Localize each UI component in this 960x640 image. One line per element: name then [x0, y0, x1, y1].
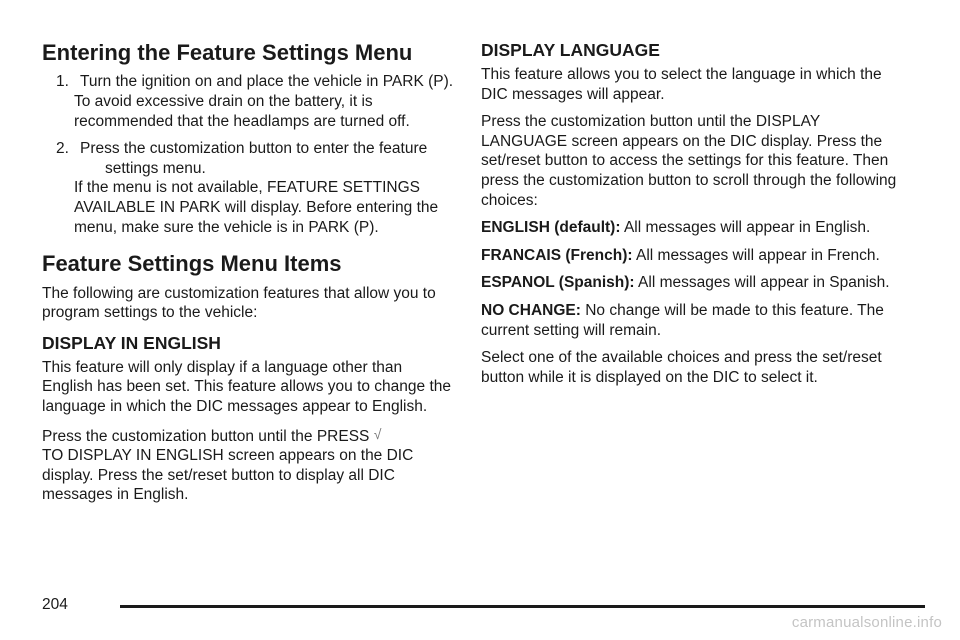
step-item [42, 139, 454, 237]
section-title-entering-menu: Entering the Feature Settings Menu [42, 40, 413, 65]
choice-label: ESPANOL (Spanish): [481, 274, 635, 292]
choice-label: ENGLISH (default): [481, 219, 621, 237]
display-language-instructions: Press the customization button until the DISPLAY LANGUAGE screen appears on the DIC display. Press the set/reset button to access the settings for this feature. Then press the customization button to scroll through the following choices: [481, 113, 897, 209]
page-footer [42, 596, 892, 616]
watermark: carmanualsonline.info [791, 614, 942, 631]
step-text: Press the customization button to enter the feature settings menu. [80, 140, 428, 177]
step-number: 1. [56, 73, 69, 91]
choice-text: All messages will appear in French. [636, 246, 880, 264]
choice-label: NO CHANGE: [481, 301, 581, 319]
step-note: To avoid excessive drain on the battery, it is recommended that the headlamps are turned off. [74, 92, 410, 130]
display-english-instructions: Press the customization button until the PRESS √ TO DISPLAY IN ENGLISH screen appears on the DIC display. Press the set/reset button to display all DIC messages in English. [42, 425, 414, 504]
display-language-paragraph: This feature allows you to select the language in which the DIC messages will appear. [481, 66, 882, 103]
right-column [481, 40, 901, 395]
closing-paragraph: Select one of the available choices and press the set/reset button while it is displayed on the DIC to select it. [481, 349, 882, 386]
footer-rule [120, 605, 925, 608]
subheading-display-language: DISPLAY LANGUAGE [481, 40, 660, 60]
subheading-display-in-english: DISPLAY IN ENGLISH [42, 332, 221, 353]
check-icon: √ [373, 425, 382, 442]
choice-item [481, 218, 901, 238]
step-text: Turn the ignition on and place the vehicle in PARK (P). [80, 73, 454, 91]
section-title-menu-items: Feature Settings Menu Items [42, 251, 342, 277]
left-column [42, 40, 454, 513]
step-item [42, 72, 454, 131]
display-english-paragraph: This feature will only display if a language other than English has been set. This feature allows you to change the language in which the DIC messages appear to English. [42, 358, 452, 415]
steps-list [42, 72, 454, 237]
step-note: If the menu is not available, FEATURE SETTINGS AVAILABLE IN PARK will display. Before entering the menu, make sure the vehicle is in PARK (P). [74, 179, 439, 236]
intro-paragraph: The following are customization features that allow you to program settings to the vehicle: [42, 284, 436, 322]
choice-item [481, 246, 901, 266]
choice-text: No change will be made to this feature. The current setting will remain. [481, 301, 884, 339]
page-number: 204 [42, 596, 68, 613]
choice-text: All messages will appear in English. [623, 219, 871, 237]
choice-item [481, 301, 901, 340]
choice-text: All messages will appear in Spanish. [638, 274, 890, 292]
step-number: 2. [56, 140, 69, 158]
choice-item [481, 273, 901, 293]
choice-label: FRANCAIS (French): [481, 246, 633, 264]
